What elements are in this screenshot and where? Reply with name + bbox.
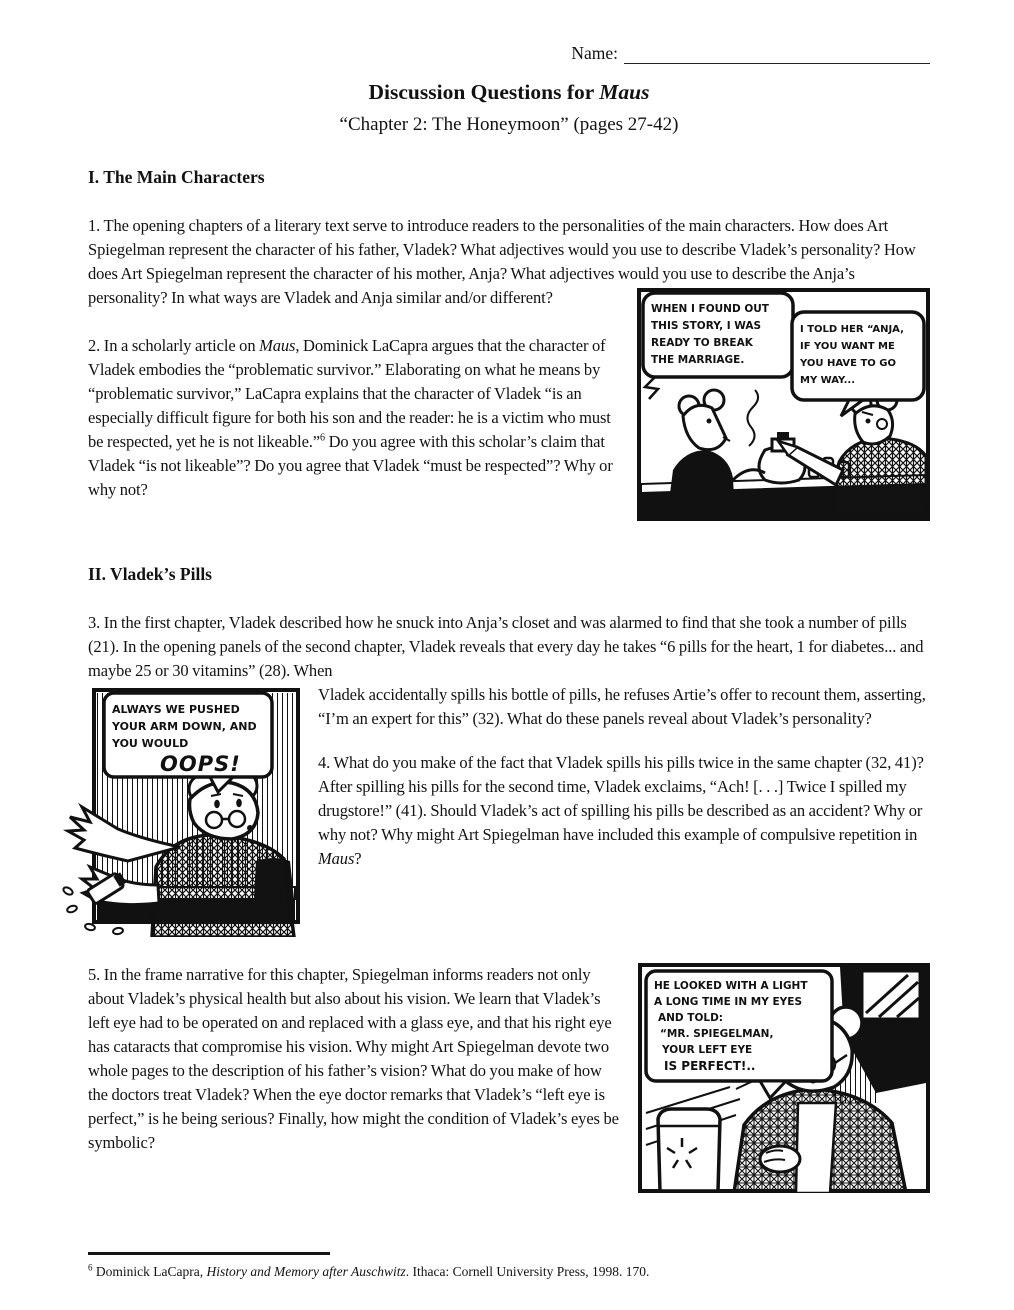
svg-text:AND TOLD:: AND TOLD:	[658, 1012, 723, 1024]
window	[862, 971, 920, 1019]
svg-text:IS PERFECT!..: IS PERFECT!..	[664, 1059, 756, 1073]
section-heading-main-characters: I. The Main Characters	[88, 167, 265, 187]
comic-panel-eye-art	[638, 963, 930, 1193]
svg-text:YOU WOULD: YOU WOULD	[112, 737, 189, 750]
q4-segment: 4. What do you make of the fact that Vladek spills his pills twice in the same chapter (32, 41)? After spilling his pills for the second time, Vladek exclaims, “Ach! [. . .] Twice I spilled my drugstore!” (41). Should Vladek’s act of spilling his pills be described as an accident? Why or why not? Why might Art Spiegelman have included this example of compulsive repetition in	[318, 753, 924, 844]
speech-bubble	[646, 971, 832, 1098]
svg-text:I TOLD HER “ANJA,: I TOLD HER “ANJA,	[800, 324, 904, 335]
name-row	[88, 40, 930, 64]
name-label: Name:	[571, 43, 618, 63]
footnote-number: 6	[88, 1262, 93, 1272]
speech-bubble	[104, 693, 272, 792]
footnote-reference-mark: 6	[320, 432, 325, 444]
q2-segment: Do you agree with this scholar’s claim that Vladek “is not likeable”? Do you agree that Vladek “must be respected”? Why or why not?	[88, 432, 613, 499]
name-blank-line[interactable]	[624, 44, 930, 64]
comic-panel-pills-spill	[60, 687, 302, 937]
svg-text:MY WAY...: MY WAY...	[800, 375, 856, 386]
svg-text:IF YOU WANT ME: IF YOU WANT ME	[800, 341, 895, 352]
svg-text:WHEN I FOUND OUT: WHEN I FOUND OUT	[651, 303, 769, 315]
svg-text:YOUR ARM DOWN, AND: YOUR ARM DOWN, AND	[112, 720, 257, 733]
comic-panel-marriage-art	[637, 288, 930, 521]
footnote-book-title: History and Memory after Auschwitz	[206, 1263, 406, 1279]
title-text: Discussion Questions for	[368, 80, 600, 104]
svg-text:THE MARRIAGE.: THE MARRIAGE.	[651, 354, 745, 366]
footnote-segment: Dominick LaCapra,	[92, 1263, 207, 1279]
svg-text:ALWAYS WE PUSHED: ALWAYS WE PUSHED	[112, 703, 240, 716]
comic-panel-eye-doctor	[638, 963, 930, 1193]
svg-text:A LONG TIME IN MY EYES: A LONG TIME IN MY EYES	[654, 996, 802, 1008]
question-5-row	[88, 963, 930, 1199]
q4-segment: ?	[354, 849, 362, 868]
svg-text:THIS STORY, I WAS: THIS STORY, I WAS	[651, 320, 762, 332]
speech-bubble-right	[792, 312, 924, 416]
question-1: 1. The opening chapters of a literary text serve to introduce readers to the personalities of the main characters. How does Art Spiegelman represent the character of his father, Vladek? What adjectives would you use to describe Vladek’s personality? How does Art Spiegelman represent the character of his mother, Anja? What adjectives would you use to describe the Anja’s personality? In what ways are Vladek and Anja similar and/or different?	[88, 216, 916, 307]
section-heading-vladeks-pills: II. Vladek’s Pills	[88, 564, 212, 584]
questions-3-4-row	[88, 683, 930, 943]
svg-text:HE LOOKED WITH A LIGHT: HE LOOKED WITH A LIGHT	[654, 980, 808, 992]
page-title	[88, 78, 930, 106]
page-subtitle: “Chapter 2: The Honeymoon” (pages 27-42)	[339, 114, 679, 135]
svg-text:YOUR LEFT EYE: YOUR LEFT EYE	[662, 1044, 753, 1056]
footnote-segment: . Ithaca: Cornell University Press, 1998. 170.	[405, 1263, 650, 1279]
q2-segment: , Dominick LaCapra argues that the character of Vladek embodies the “problematic survivor.” Elaborating on what he means by “problematic survivor,” LaCapra explains that the character of Vladek “is an especially difficult figure for both his son and the reader: he is a victim who must be respected, yet he is not likeable.”	[88, 336, 611, 451]
svg-text:“MR. SPIEGELMAN,: “MR. SPIEGELMAN,	[660, 1028, 774, 1040]
q2-book-name: Maus	[259, 336, 296, 355]
footnote-text	[88, 1263, 930, 1281]
question-3-continued: Vladek accidentally spills his bottle of pills, he refuses Artie’s offer to recount them, asserting, “I’m an expert for this” (32). What do these panels reveal about Vladek’s personality?	[318, 685, 926, 728]
comic-panel-pills-art	[60, 687, 302, 937]
q2-segment: 2. In a scholarly article on	[88, 336, 260, 355]
svg-text:YOU HAVE TO GO: YOU HAVE TO GO	[800, 358, 896, 369]
question-3-intro: 3. In the first chapter, Vladek described how he snuck into Anja’s closet and was alarmed to find that she took a number of pills (21). In the opening panels of the second chapter, Vladek reveals that every day he takes “6 pills for the heart, 1 for diabetes... and maybe 25 or 30 vitamins” (28). When	[88, 613, 924, 680]
comic-panel-marriage	[637, 288, 930, 521]
title-book-name: Maus	[599, 80, 650, 104]
question-5: 5. In the frame narrative for this chapter, Spiegelman informs readers not only about Vladek’s physical health but also about his vision. We learn that Vladek’s left eye had to be operated on and replaced with a glass eye, and that his right eye has cataracts that compromise his vision. Why might Art Spiegelman devote two whole pages to the description of his father’s vision? What do you make of how the doctors treat Vladek? When the eye doctor remarks that Vladek’s “left eye is perfect,” is he being serious? Finally, how might the condition of Vladek’s eyes be symbolic?	[88, 965, 619, 1152]
footnote-separator-rule	[88, 1252, 330, 1255]
oops-exclamation: OOPS!	[160, 752, 241, 776]
svg-text:READY TO BREAK: READY TO BREAK	[651, 337, 753, 349]
jar	[658, 1109, 720, 1191]
footnote-area	[88, 1252, 930, 1295]
question-2-row	[88, 303, 930, 529]
q4-book-name: Maus	[318, 849, 355, 868]
